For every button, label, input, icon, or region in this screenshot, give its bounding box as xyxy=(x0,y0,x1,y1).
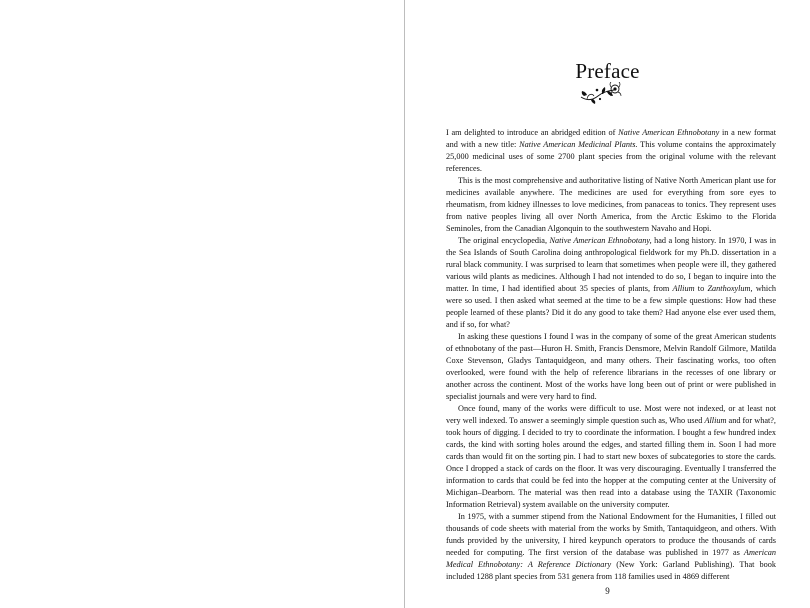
paragraph-text: to xyxy=(694,284,708,293)
paragraph-text: which were so used. I then asked what seemed at the time to be a few simple questions: How had these people learned of these plants? Did it do any good to take them? Had anyone else ever used them, and if so, for what? xyxy=(446,284,776,329)
body-paragraph xyxy=(446,175,776,235)
preface-body xyxy=(446,127,776,583)
page-number: 9 xyxy=(605,586,610,596)
body-paragraph xyxy=(446,127,776,175)
paragraph-text: In asking these questions I found I was in the company of some of the great American students of ethnobotany of the past—Huron H. Smith, Francis Densmore, Melvin Randolf Gilmore, Matilda Coxe Stevenson, Gladys Tantaquidgeon, and many others. Their fascinating works, too often overlooked, were found with the help of reference librarians in the recesses of one library or another across the continent. Most of the works have long been out of print or were published in specialist journals and were very hard to find. xyxy=(446,332,776,401)
paragraph-text: (New York: Garland Publishing). That book included 1288 plant species from 531 genera from 118 families used in 4869 different xyxy=(446,560,776,581)
paragraph-text: in a new format and with a new title: xyxy=(446,128,776,149)
italic-title-text: American Medical Ethnobotany: A Reference Dictionary xyxy=(446,548,776,569)
paragraph-text: This is the most comprehensive and authoritative listing of Native North American plant use for medicines available anywhere. The medicines are used for everything from sore eyes to rheumatism, from kidney illnesses to love medicines, from panaceas to tonics. They represent uses from native peoples living all over North America, from the Arctic Eskimo to the Florida Seminoles, from the Canadian Algonquin to the southwestern Navaho and Hopi. xyxy=(446,176,776,233)
paragraph-text: and for what?, took hours of digging. I decided to try to coordinate the information. I bought a few hundred index cards, the kind with sorting holes around the edges, and started filling them in. Soon I had more cards than would fit on the sorting pin. I had to start new boxes of subcategories to store the cards. Once I dropped a stack of cards on the floor. It was very discouraging. Eventually I transferred the information to cards that could be fed into the hopper at the computing center at the University of Michigan–Dearborn. The material was then read into a database using the TAXIR (Taxonomic Information Retrieval) system available on the university computer. xyxy=(446,416,776,509)
body-paragraph xyxy=(446,403,776,511)
italic-title-text: Native American Medicinal Plants. xyxy=(519,140,638,149)
italic-title-text: Allium xyxy=(704,416,727,425)
flower-sprig-icon xyxy=(578,82,622,104)
italic-title-text: Native American Ethnobotany, xyxy=(549,236,652,245)
page-title: Preface xyxy=(575,59,640,83)
paragraph-text: had a long history. In 1970, I was in the Sea Islands of South Carolina doing anthropological fieldwork for my Ph.D. dissertation in a rural black community. I was surprised to learn that sometimes when people were ill, they gathered various wild plants as medicines. Although I had not intended to do so, I began to inquire into the matter. In time, I had identified about 35 species of plants, from xyxy=(446,236,776,293)
paragraph-text: The original encyclopedia, xyxy=(458,236,550,245)
paragraph-text: This volume contains the approximately 25,000 medicinal uses of some 2700 plant species from the original volume with the relevant references. xyxy=(446,140,776,173)
italic-title-text: Native American Ethnobotany xyxy=(618,128,720,137)
paragraph-text: Once found, many of the works were difficult to use. Most were not indexed, or at least not very well indexed. To answer a seemingly simple question such as, Who used xyxy=(446,404,776,425)
body-paragraph xyxy=(446,511,776,583)
paragraph-text: I am delighted to introduce an abridged edition of xyxy=(446,128,619,137)
left-page-blank xyxy=(0,0,404,608)
italic-title-text: Allium xyxy=(672,284,695,293)
paragraph-text: In 1975, with a summer stipend from the National Endowment for the Humanities, I filled out thousands of code sheets with material from the works by Smith, Tantaquidgeon, and others. With funds provided by the university, I hired keypunch operators to produce the thousands of cards needed for computing. The first version of the database was published in 1977 as xyxy=(446,512,776,557)
right-page xyxy=(405,0,810,608)
body-paragraph xyxy=(446,331,776,403)
italic-title-text: Zanthoxylum, xyxy=(707,284,753,293)
body-paragraph xyxy=(446,235,776,331)
